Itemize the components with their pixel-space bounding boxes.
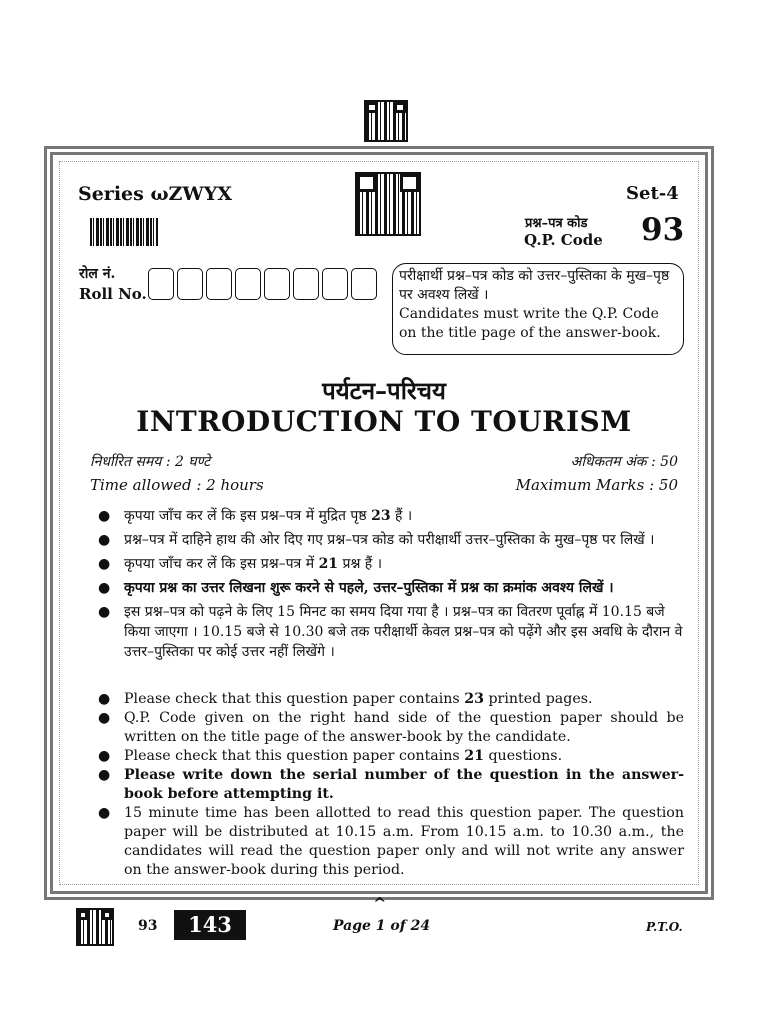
instruction-item: ● 15 minute time has been allotted to read this question paper. The question paper will be distributed at 10.15 a.m. From 10.15 a.m. to 10.30 a.m., the candidates will read the question paper only and will not write any answer on the answer-book during this period. [98, 805, 684, 878]
header-qr-code [357, 174, 419, 234]
instruction-item: ● Please check that this question paper contains 21 questions. [98, 748, 563, 764]
roll-digit-box[interactable] [322, 268, 348, 300]
instructions-english [96, 690, 684, 880]
roll-digit-box[interactable] [206, 268, 232, 300]
instruction-item: ● कृपया प्रश्न का उत्तर लिखना शुरू करने से पहले, उत्तर–पुस्तिका में प्रश्न का क्रमांक अवश्य लिखें । [98, 580, 614, 596]
qp-code-number: 93 [641, 212, 685, 248]
qp-code-label-hi: प्रश्न–पत्र कोड [525, 216, 588, 231]
instruction-item: ● Please write down the serial number of the question in the answer-book before attempting it. [98, 767, 684, 802]
roll-number-boxes[interactable] [148, 268, 380, 300]
roll-digit-box[interactable] [177, 268, 203, 300]
instructions-hindi [96, 506, 684, 666]
footer-number-box: 143 [174, 910, 246, 940]
series-label: Series ωZWYX [78, 183, 233, 205]
barcode [90, 218, 158, 246]
notice-en: Candidates must write the Q.P. Code on the title page of the answer-book. [399, 306, 661, 341]
pto-label: P.T.O. [646, 920, 683, 934]
set-label: Set-4 [626, 183, 679, 204]
footer-qp-code: 93 [138, 918, 158, 934]
roll-label-en: Roll No. [79, 285, 147, 303]
time-allowed-en: Time allowed : 2 hours [90, 476, 264, 494]
instruction-item: ● इस प्रश्न–पत्र को पढ़ने के लिए 15 मिनट का समय दिया गया है । प्रश्न–पत्र का वितरण पूर्वाह्न में 10.15 बजे किया जाएगा । 10.15 बजे से 10.30 बजे तक परीक्षार्थी केवल प्रश्न–पत्र को पढ़ेंगे और इस अवधि के दौरान वे उत्तर–पुस्तिका पर कोई उत्तर नहीं लिखेंगे । [98, 604, 683, 660]
roll-digit-box[interactable] [293, 268, 319, 300]
instruction-item: ● प्रश्न–पत्र में दाहिने हाथ की ओर दिए गए प्रश्न–पत्र कोड को परीक्षार्थी उत्तर–पुस्तिका के मुख–पृष्ठ पर लिखें । [98, 532, 655, 548]
max-marks-en: Maximum Marks : 50 [515, 476, 678, 494]
subject-title-hi: पर्यटन–परिचय [322, 376, 446, 405]
qp-code-notice [392, 263, 684, 355]
notice-hi: परीक्षार्थी प्रश्न–पत्र कोड को उत्तर–पुस्तिका के मुख–पृष्ठ पर अवश्य लिखें । [399, 268, 670, 303]
top-qr-code [366, 102, 406, 140]
instruction-item: ● Q.P. Code given on the right hand side of the question paper should be written on the title page of the answer-book by the candidate. [98, 710, 684, 745]
qp-code-label-en: Q.P. Code [524, 231, 603, 249]
subject-title-en: INTRODUCTION TO TOURISM [136, 405, 632, 438]
roll-label-hi: रोल नं. [79, 266, 116, 282]
instruction-item: ● कृपया जाँच कर लें कि इस प्रश्न–पत्र में 21 प्रश्न हैं । [98, 556, 383, 572]
instruction-item: ● कृपया जाँच कर लें कि इस प्रश्न–पत्र में मुद्रित पृष्ठ 23 हैं । [98, 508, 413, 524]
time-allowed-hi: निर्धारित समय : 2 घण्टे [90, 454, 211, 470]
roll-digit-box[interactable] [351, 268, 377, 300]
instruction-item: ● Please check that this question paper contains 23 printed pages. [98, 691, 593, 707]
roll-digit-box[interactable] [264, 268, 290, 300]
caret-mark: ^ [373, 894, 387, 913]
roll-digit-box[interactable] [148, 268, 174, 300]
roll-digit-box[interactable] [235, 268, 261, 300]
page-number: Page 1 of 24 [333, 918, 431, 934]
max-marks-hi: अधिकतम अंक : 50 [570, 454, 678, 470]
footer-qr-code [78, 910, 112, 944]
